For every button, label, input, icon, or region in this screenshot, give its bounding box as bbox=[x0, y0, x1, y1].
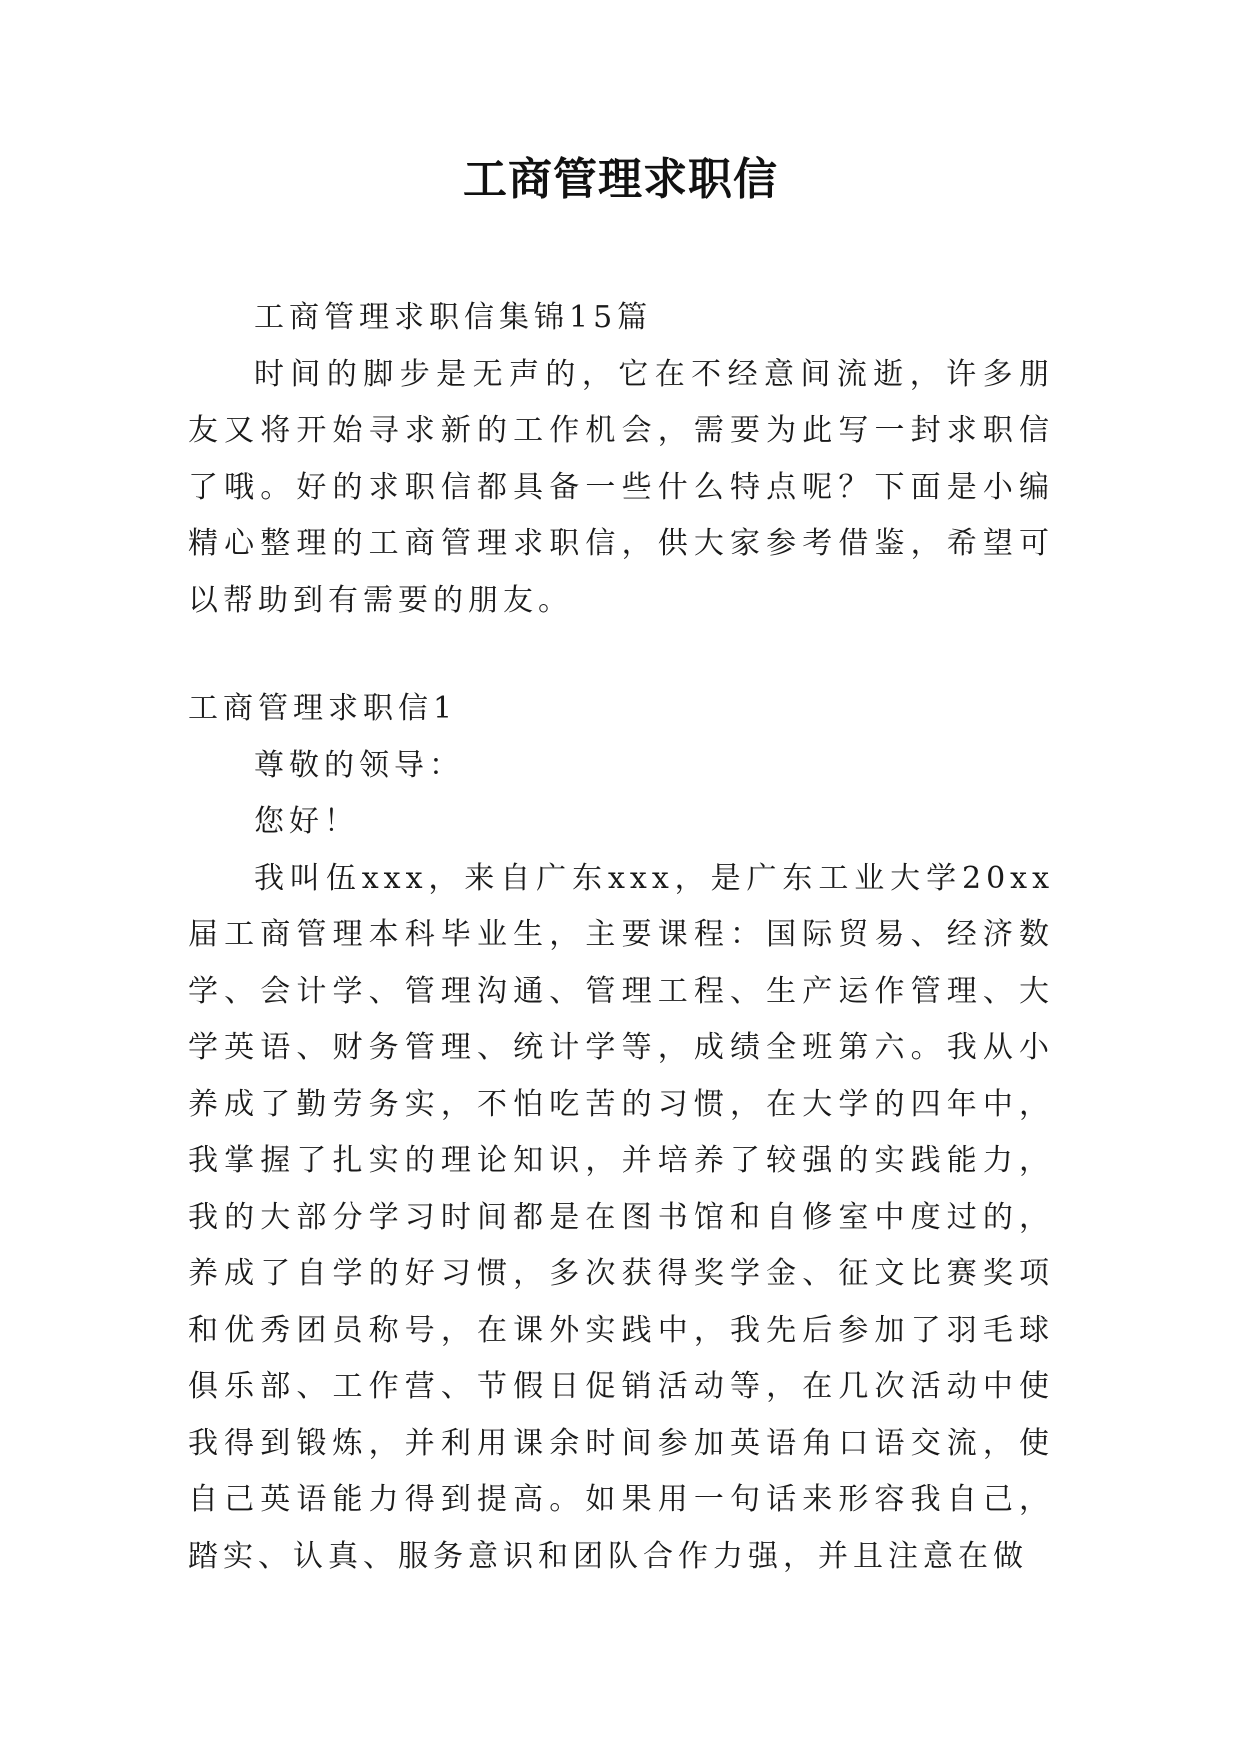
letter-greeting: 您好！ bbox=[254, 804, 359, 839]
section-heading: 工商管理求职信1 bbox=[188, 691, 458, 726]
document-body bbox=[188, 290, 1054, 1585]
collection-subtitle: 工商管理求职信集锦15篇 bbox=[254, 300, 653, 335]
letter-salutation: 尊敬的领导： bbox=[254, 747, 464, 783]
letter-body-paragraph: 我叫伍xxx，来自广东xxx，是广东工业大学20xx届工商管理本科毕业生，主要课程：国际贸易、经济数学、会计学、管理沟通、管理工程、生产运作管理、大学英语、财务管理、统计学等，成绩全班第六。我从小养成了勤劳务实，不怕吃苦的习惯，在大学的四年中，我掌握了扎实的理论知识，并培养了较强的实践能力，我的大部分学习时间都是在图书馆和自修室中度过的，养成了自学的好习惯，多次获得奖学金、征文比赛奖项和优秀团员称号，在课外实践中，我先后参加了羽毛球俱乐部、工作营、节假日促销活动等，在几次活动中使我得到锻炼，并利用课余时间参加英语角口语交流，使自己英语能力得到提高。如果用一句话来形容我自己，踏实、认真、服务意识和团队合作力强，并且注意在做 bbox=[188, 860, 1054, 1574]
intro-paragraph: 时间的脚步是无声的，它在不经意间流逝，许多朋友又将开始寻求新的工作机会，需要为此写一封求职信了哦。好的求职信都具备一些什么特点呢？下面是小编精心整理的工商管理求职信，供大家参考借鉴，希望可以帮助到有需要的朋友。 bbox=[188, 356, 1054, 618]
document-title: 工商管理求职信 bbox=[463, 154, 778, 205]
